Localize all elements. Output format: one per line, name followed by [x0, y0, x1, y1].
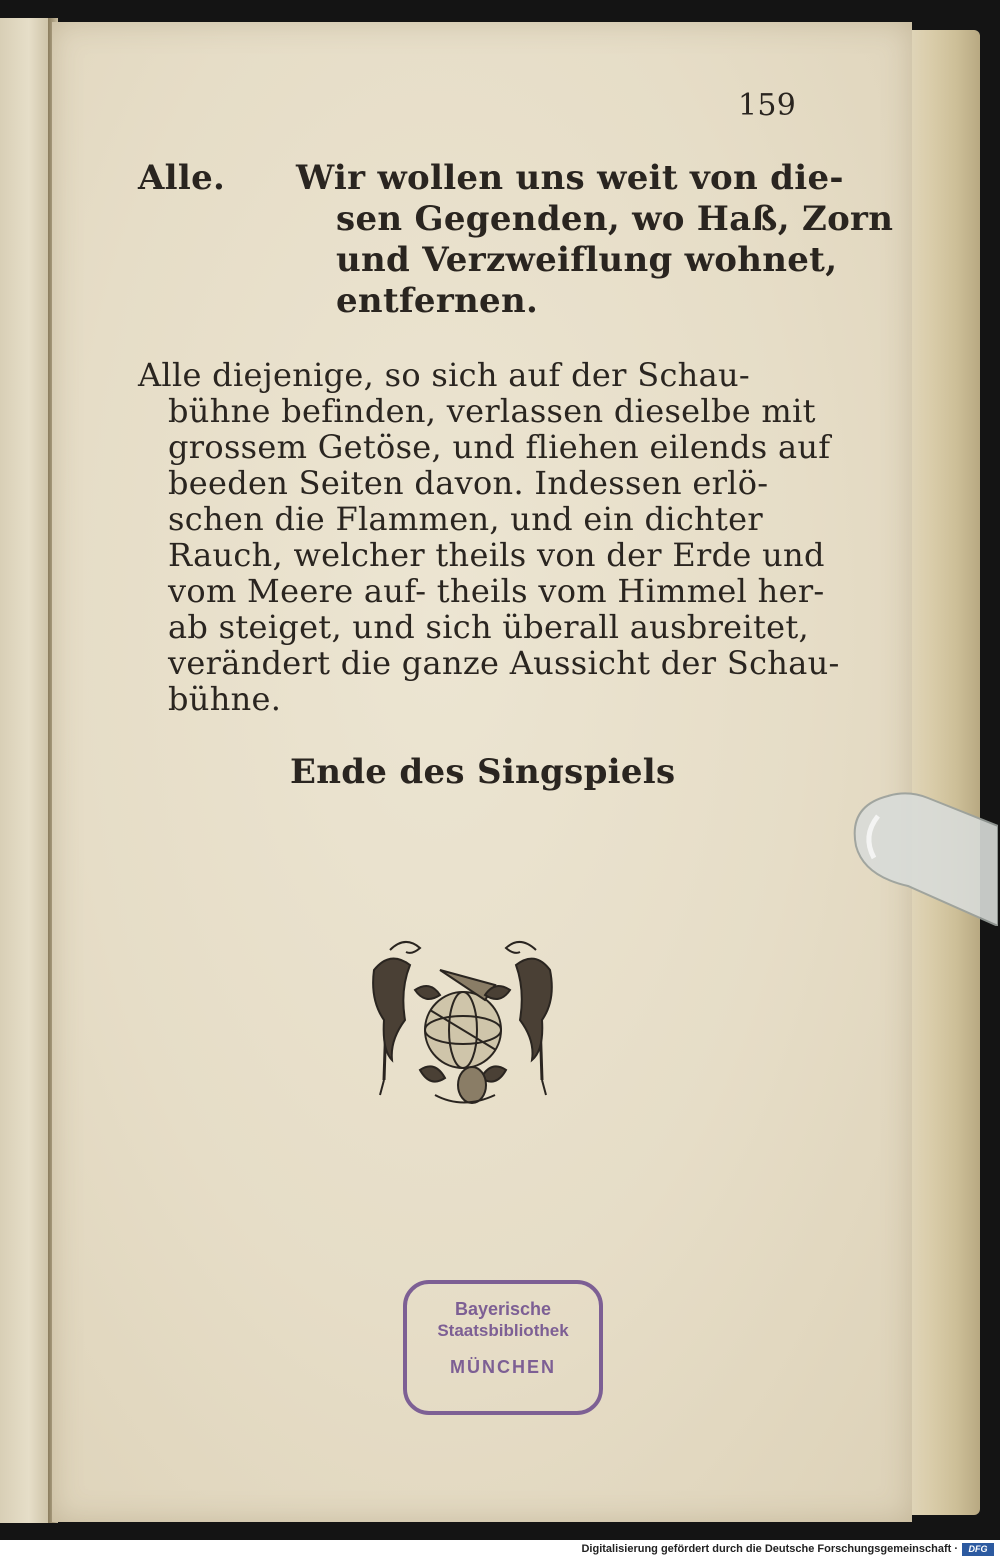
speaker-label: Alle.	[138, 158, 226, 198]
verse-line: entfernen.	[336, 281, 539, 321]
stage-direction-line: bühne.	[168, 680, 282, 718]
stage-direction-line: bühne befinden, verlassen dieselbe mit	[168, 392, 816, 430]
stamp-line: Bayerische	[454, 1299, 552, 1319]
verse-line: sen Gegenden, wo Haß, Zorn	[336, 199, 894, 239]
stage-direction-line: Alle diejenige, so sich auf der Schau-	[138, 356, 750, 394]
stage-direction-line: beeden Seiten davon. Indessen erlö-	[168, 464, 769, 502]
verse-line: und Verzweiflung wohnet,	[336, 240, 838, 280]
stage-direction-line: Rauch, welcher theils von der Erde und	[168, 536, 825, 574]
trophy-ornament-icon	[360, 930, 565, 1115]
stage-direction-line: schen die Flammen, und ein dichter	[168, 500, 763, 538]
stage-direction-line: grossem Getöse, und fliehen eilends auf	[168, 428, 831, 466]
stage-direction-line: ab steiget, und sich überall ausbreitet,	[168, 608, 809, 646]
left-page-edge	[0, 18, 51, 1523]
page-edge-stack	[900, 30, 980, 1515]
page-clip-icon	[848, 786, 998, 926]
stamp-line: Staatsbibliothek	[437, 1321, 569, 1340]
stage-direction-line: verändert die ganze Aussicht der Schau-	[168, 644, 840, 682]
verse-line: Wir wollen uns weit von die-	[296, 158, 844, 198]
stage-direction-line: vom Meere auf- theils vom Himmel her-	[168, 572, 825, 610]
ending-title: Ende des Singspiels	[290, 752, 676, 792]
library-stamp	[403, 1280, 603, 1415]
stamp-line: MÜNCHEN	[450, 1357, 556, 1377]
footer-credit: Digitalisierung gefördert durch die Deutsche Forschungsgemeinschaft ·	[581, 1543, 958, 1555]
page-number: 159	[738, 88, 797, 123]
dfg-logo-icon: DFG	[962, 1543, 994, 1556]
footer-bar	[0, 1540, 1000, 1559]
